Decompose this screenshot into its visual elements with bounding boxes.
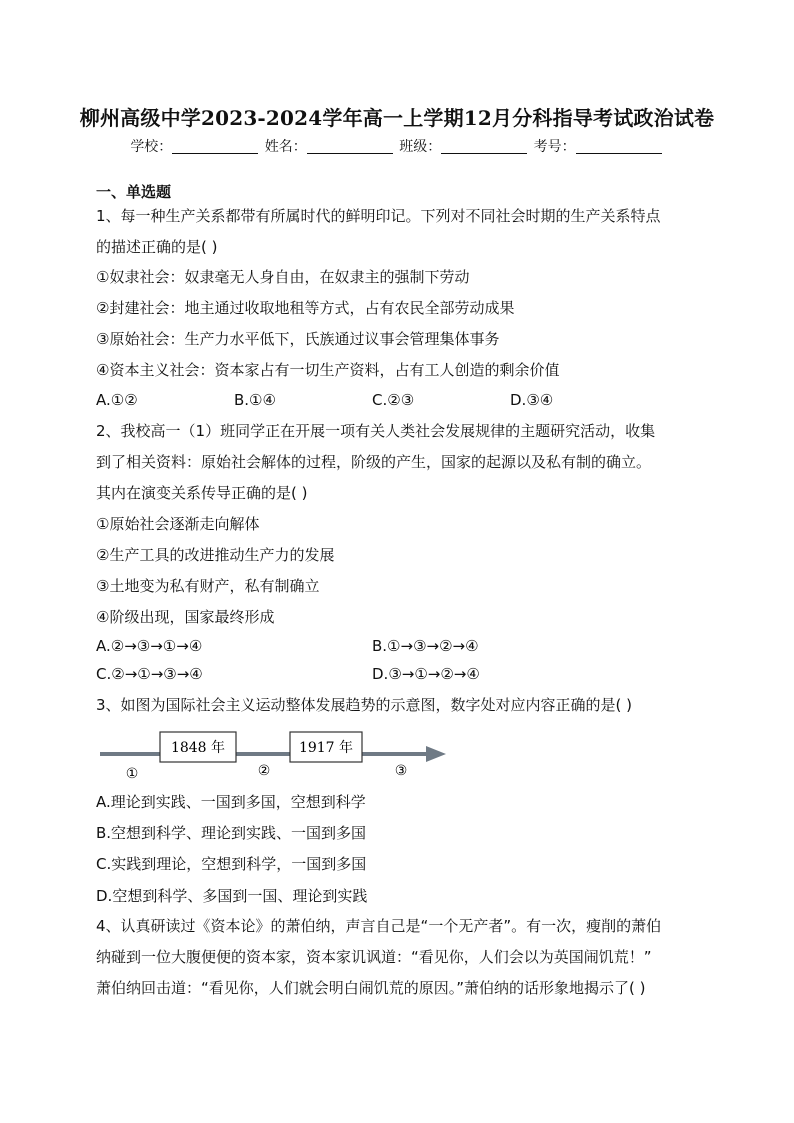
exam-title: 柳州高级中学2023-2024学年高一上学期12月分科指导考试政治试卷	[79, 106, 715, 130]
school-label: 学校：	[130, 139, 173, 155]
school-blank	[172, 139, 258, 154]
q1-stem-line2: 的描述正确的是( )	[96, 238, 218, 256]
q2-item-1: ①原始社会逐渐走向解体	[96, 515, 260, 533]
q3-option-b[interactable]: B.空想到科学、理论到实践、一国到多国	[96, 824, 367, 842]
q3-option-d[interactable]: D.空想到科学、多国到一国、理论到实践	[96, 887, 368, 905]
name-label: 姓名：	[264, 139, 307, 155]
q2-item-3: ③土地变为私有财产，私有制确立	[96, 577, 320, 595]
q1-option-d[interactable]: D.③④	[510, 391, 554, 409]
name-blank	[307, 139, 393, 154]
q3-stem: 3、如图为国际社会主义运动整体发展趋势的示意图，数字处对应内容正确的是( )	[96, 696, 633, 714]
timeline-marker-2: ②	[257, 763, 271, 779]
timeline-marker-3: ③	[394, 763, 408, 779]
q1-item-1: ①奴隶社会：奴隶毫无人身自由，在奴隶主的强制下劳动	[96, 268, 470, 286]
class-blank	[441, 139, 527, 154]
timeline-svg	[96, 724, 456, 784]
q2-option-b[interactable]: B.①→③→②→④	[372, 637, 479, 655]
student-info-row	[0, 136, 794, 156]
timeline-figure	[96, 724, 456, 784]
q1-item-3: ③原始社会：生产力水平低下，氏族通过议事会管理集体事务	[96, 330, 500, 348]
exam-number-label: 考号：	[533, 139, 576, 155]
q2-item-2: ②生产工具的改进推动生产力的发展	[96, 546, 335, 564]
timeline-label-1848: 1848 年	[170, 740, 226, 756]
timeline-arrow-head	[426, 746, 446, 762]
q4-line3: 萧伯纳回击道：“看见你，人们就会明白闹饥荒的原因。”萧伯纳的话形象地揭示了( )	[96, 979, 646, 997]
q3-option-c[interactable]: C.实践到理论，空想到科学，一国到多国	[96, 855, 367, 873]
timeline-marker-1: ①	[125, 766, 139, 782]
q2-option-c[interactable]: C.②→①→③→④	[96, 665, 203, 683]
q1-item-4: ④资本主义社会：资本家占有一切生产资料，占有工人创造的剩余价值	[96, 361, 560, 379]
class-label: 班级：	[399, 139, 442, 155]
q2-option-a[interactable]: A.②→③→①→④	[96, 637, 203, 655]
q1-item-2: ②封建社会：地主通过收取地租等方式，占有农民全部劳动成果	[96, 299, 515, 317]
exam-number-blank	[576, 139, 662, 154]
q2-stem-line1: 2、我校高一（1）班同学正在开展一项有关人类社会发展规律的主题研究活动，收集	[96, 422, 656, 440]
q1-option-b[interactable]: B.①④	[234, 391, 276, 409]
q1-option-a[interactable]: A.①②	[96, 391, 138, 409]
q4-line2: 纳碰到一位大腹便便的资本家，资本家讥讽道：“看见你，人们会以为英国闹饥荒！”	[96, 948, 652, 966]
timeline-label-1917: 1917 年	[298, 740, 354, 756]
section-title: 一、单选题	[96, 183, 172, 201]
q2-stem-line3: 其内在演变关系传导正确的是( )	[96, 484, 308, 502]
q1-stem-line1: 1、每一种生产关系都带有所属时代的鲜明印记。下列对不同社会时期的生产关系特点	[96, 207, 661, 225]
q2-item-4: ④阶级出现，国家最终形成	[96, 608, 275, 626]
q2-option-d[interactable]: D.③→①→②→④	[372, 665, 480, 683]
q2-stem-line2: 到了相关资料：原始社会解体的过程，阶级的产生，国家的起源以及私有制的确立。	[96, 453, 652, 471]
q4-line1: 4、认真研读过《资本论》的萧伯纳，声言自己是“一个无产者”。有一次，瘦削的萧伯	[96, 917, 662, 935]
q3-option-a[interactable]: A.理论到实践、一国到多国，空想到科学	[96, 793, 366, 811]
q1-option-c[interactable]: C.②③	[372, 391, 415, 409]
